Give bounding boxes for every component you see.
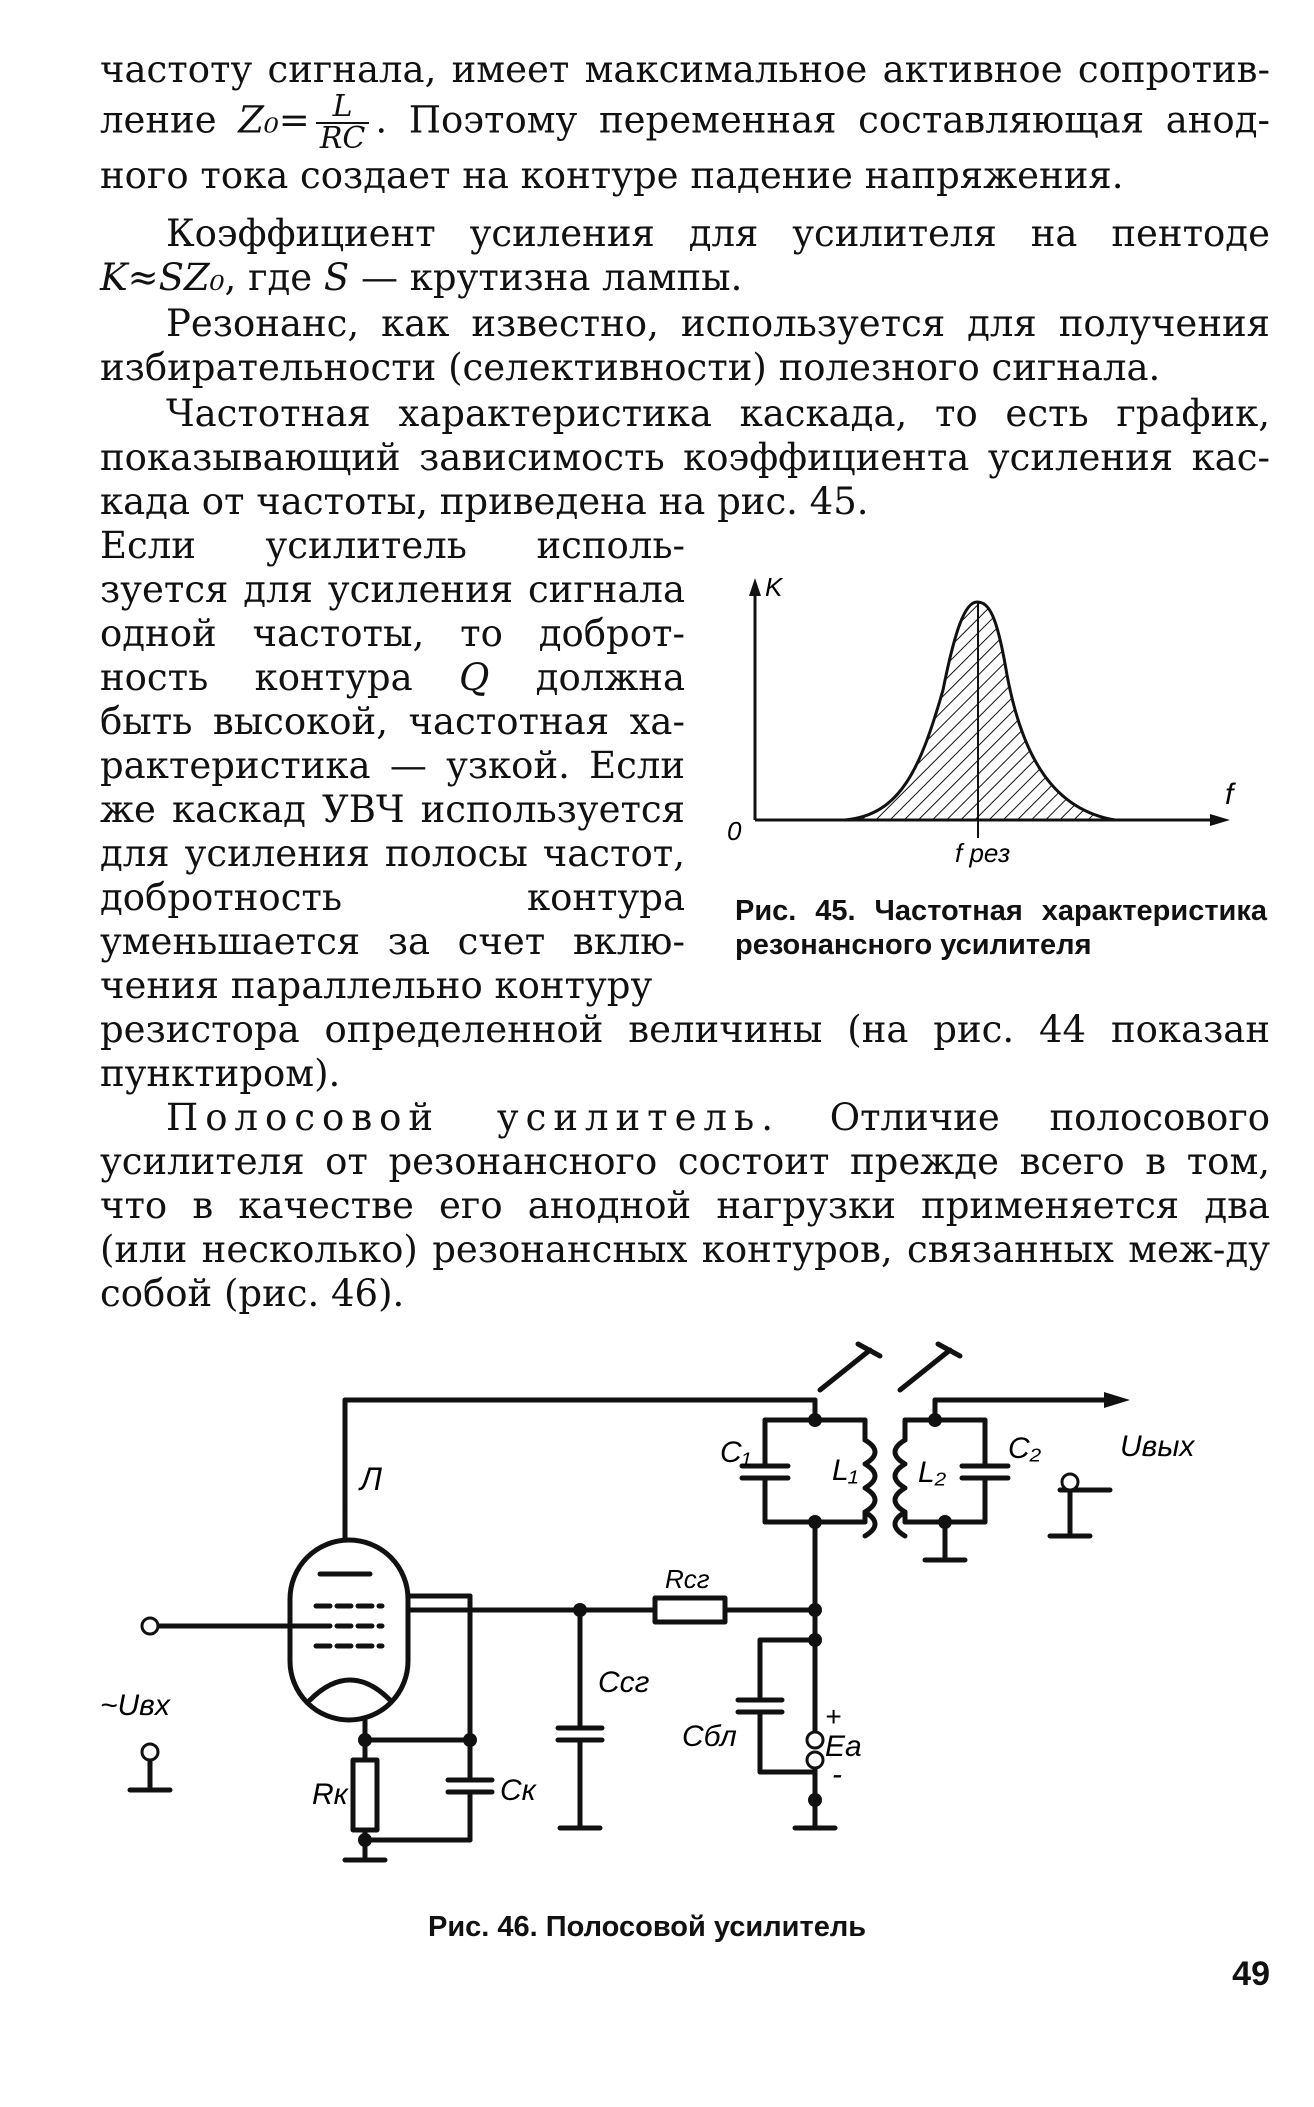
fraction-denominator: RC [319, 121, 366, 156]
label-rsg: Rсг [665, 1564, 710, 1594]
text: частоту сигнала, имеет максимальное активное сопротив-ление [100, 48, 1270, 142]
text: Если усилитель исполь-зуется для усиления сигнала одной частоты, то доброт-ность контура [100, 524, 685, 699]
resistor-rsg [655, 1598, 725, 1622]
text: должна быть высокой, частотная ха-рактеристика — узкой. Если же каскад УВЧ используется для усиления полосы частот, добротность контура уменьшается за счет вклю-чения параллельно контуру [100, 656, 685, 1007]
page-number: 49 [1232, 1955, 1270, 1993]
text: Частотная характеристика каскада, то есть график, показывающий зависимость коэффициента усиления кас-када от частоты, приведена на рис. 45. [100, 392, 1270, 523]
label-csg: Cсг [598, 1666, 650, 1699]
label-plus: + [825, 1701, 842, 1732]
fraction-l-over-rc [316, 89, 370, 156]
input-terminal [142, 1618, 158, 1634]
figure-46-caption: Рис. 46. Полосовой усилитель [428, 1911, 867, 1943]
origin-label: 0 [727, 816, 742, 846]
label-cbl: Cбл [682, 1720, 737, 1753]
text: резистора определенной величины (на рис. 44 показан пунктиром). [100, 1008, 1270, 1095]
label-minus: - [832, 1758, 842, 1791]
text: — крутизна лампы. [349, 256, 743, 299]
label-ea: Eа [825, 1730, 862, 1763]
y-axis-label: K [765, 572, 783, 602]
label-uin: ~Uвх [100, 1689, 170, 1722]
paragraph-quality-factor-continued [100, 1008, 1270, 1096]
figure-46-bandpass-circuit [100, 1340, 1250, 1900]
paragraph-frequency-response [100, 392, 1270, 524]
vacuum-tube [290, 1540, 408, 1720]
paragraph-gain [100, 212, 1270, 300]
text: Отличие полосового усилителя от резонансного состоит прежде всего в том, что в качестве его анодной нагрузки применяется два (или несколько) резонансных контуров, связанных меж-ду собой (рис. 46). [100, 1096, 1270, 1315]
text: Резонанс, как известно, используется для получения избирательности (селективности) полезного сигнала. [100, 302, 1270, 389]
label-ck: Cк [500, 1774, 536, 1807]
paragraph-resonance [100, 302, 1270, 390]
label-c2: C₂ [1008, 1432, 1042, 1465]
peak-frequency-label: f рез [955, 838, 1011, 868]
label-tube: Л [360, 1461, 382, 1497]
label-rk: Rк [312, 1778, 348, 1811]
section-heading-spaced: Полосовой усилитель. [166, 1096, 780, 1139]
label-c1: C₁ [720, 1436, 752, 1469]
output-terminal [1062, 1474, 1078, 1490]
fraction-numerator: L [316, 92, 370, 124]
y-axis-arrow [749, 578, 761, 596]
input-ground-terminal [142, 1744, 158, 1760]
x-axis-label: f [1225, 778, 1234, 811]
symbol-q: Q [459, 656, 490, 699]
supply-plus-terminal [807, 1732, 823, 1748]
label-uout: Uвых [1120, 1430, 1195, 1463]
text: . Поэтому переменная составляющая анод-ного тока создает на контуре падение напряжения. [100, 98, 1270, 197]
supply-minus-terminal [807, 1752, 823, 1768]
symbol-s: S [323, 256, 350, 299]
text: Коэффициент усиления для усилителя на пентоде [166, 212, 1270, 255]
label-l1: L₁ [832, 1454, 859, 1487]
text: , где [224, 256, 324, 299]
x-axis-arrow [1210, 814, 1230, 826]
resistor-rk [353, 1760, 377, 1830]
formula-gain: K≈SZ₀ [100, 256, 225, 299]
paragraph-bandpass [100, 1096, 1270, 1316]
paragraph-quality-factor [100, 524, 685, 1008]
formula-z0: Z₀= [238, 98, 310, 142]
label-l2: L₂ [918, 1456, 947, 1489]
figure-45-caption: Рис. 45. Частотная характеристика резонансного усилителя [735, 895, 1267, 961]
paragraph-impedance [100, 48, 1270, 198]
figure-45-frequency-response [715, 570, 1275, 880]
resonance-curve [845, 602, 1115, 820]
